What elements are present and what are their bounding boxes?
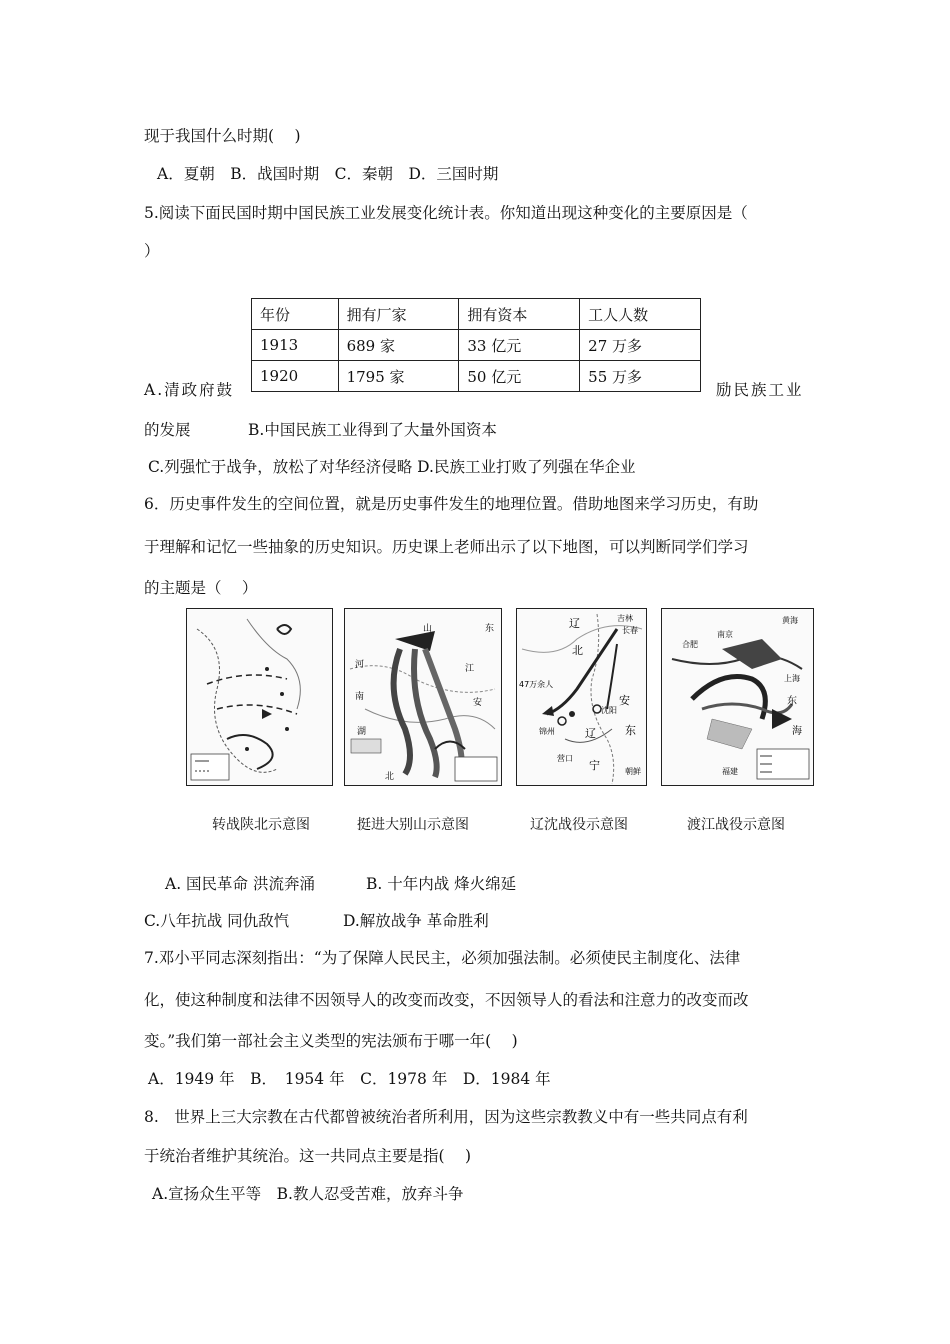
- table-header-row: [252, 299, 701, 330]
- map-label: 辽: [585, 727, 596, 740]
- table-cell: 33 亿元: [459, 330, 580, 361]
- q5-option-b: B.中国民族工业得到了大量外国资本: [248, 421, 497, 439]
- q5-option-a-left: A.清政府鼓: [144, 381, 235, 399]
- map-caption: 辽沈战役示意图: [530, 817, 628, 833]
- map-label: 锦州: [539, 727, 555, 736]
- map-liaoshen-campaign: [516, 608, 647, 786]
- map-label: 营口: [557, 754, 573, 763]
- table-row: [252, 330, 701, 361]
- map-label: 东: [485, 624, 495, 634]
- map-yangtze-crossing: [661, 608, 814, 786]
- table-header-cell: 拥有资本: [459, 299, 580, 330]
- table-cell: 689 家: [338, 330, 459, 361]
- q4-stem-tail: 现于我国什么时期( ): [144, 127, 301, 145]
- map-label: 朝鲜: [625, 767, 641, 776]
- q8-options: A.宣扬众生平等 B.教人忍受苦难，放弃斗争: [152, 1185, 464, 1203]
- q7-stem-line1: 7.邓小平同志深刻指出：“为了保障人民民主，必须加强法制。必须使民主制度化、法律: [144, 949, 741, 967]
- map-label: 福建: [722, 767, 738, 776]
- q7-stem-line3: 变。”我们第一部社会主义类型的宪法颁布于哪一年( ): [144, 1032, 518, 1050]
- q5-option-a-tail: 的发展: [144, 421, 191, 439]
- industry-stats-table: [251, 298, 701, 392]
- map-label: 安: [473, 698, 483, 708]
- map-label: 47万余人: [519, 680, 554, 689]
- map-label: 吉林: [617, 614, 633, 623]
- map-label: 长春: [622, 626, 638, 635]
- table-header-cell: 工人人数: [580, 299, 701, 330]
- map-label: 东: [787, 696, 797, 707]
- q6-option-b: B. 十年内战 烽火绵延: [366, 875, 517, 893]
- q6-stem-line2: 于理解和记忆一些抽象的历史知识。历史课上老师出示了以下地图，可以判断同学们学习: [144, 538, 749, 556]
- q5-stem-line1: 5.阅读下面民国时期中国民族工业发展变化统计表。你知道出现这种变化的主要原因是（: [144, 204, 748, 222]
- map-label: 上海: [784, 674, 800, 683]
- map-label: 辽: [569, 617, 580, 630]
- map-label: 黄海: [782, 616, 798, 625]
- q7-stem-line2: 化，使这种制度和法律不因领导人的改变而改变，不因领导人的看法和注意力的改变而改: [144, 991, 749, 1009]
- map-label: 合肥: [682, 640, 698, 649]
- map-label: 北: [385, 772, 395, 782]
- q5-option-a-right: 励民族工业: [716, 381, 804, 399]
- q4-options: A．夏朝 B．战国时期 C．秦朝 D．三国时期: [157, 165, 499, 183]
- table-row: [252, 361, 701, 392]
- table-cell: 50 亿元: [459, 361, 580, 392]
- map-label: 河: [355, 660, 365, 670]
- map-northern-shaanxi: [186, 608, 333, 786]
- map-label: 山: [423, 624, 433, 634]
- map-label: 东: [625, 724, 636, 737]
- table-cell: 55 万多: [580, 361, 701, 392]
- map-label: 海: [792, 726, 802, 737]
- map-label: 湖: [357, 727, 367, 737]
- map-label: 宁: [589, 759, 600, 772]
- map-caption: 渡江战役示意图: [687, 817, 785, 833]
- map-caption: 转战陕北示意图: [212, 817, 310, 833]
- q5-stem-line2: ）: [144, 242, 160, 260]
- q6-stem-line3: 的主题是（ ）: [144, 579, 258, 597]
- map-label: 沈阳: [601, 706, 617, 715]
- q8-stem-line1: 8. 世界上三大宗教在古代都曾被统治者所利用，因为这些宗教教义中有一些共同点有利: [144, 1108, 748, 1126]
- map-dabie-mountains: [344, 608, 502, 786]
- table-cell: 1795 家: [338, 361, 459, 392]
- q8-stem-line2: 于统治者维护其统治。这一共同点主要是指( ): [144, 1147, 472, 1165]
- map-label: 安: [619, 694, 630, 707]
- map-label: 南: [355, 692, 365, 702]
- q6-stem-line1: 6．历史事件发生的空间位置，就是历史事件发生的地理位置。借助地图来学习历史，有助: [144, 495, 759, 513]
- map-caption: 挺进大别山示意图: [357, 817, 469, 833]
- q7-options: A．1949 年 B． 1954 年 C．1978 年 D．1984 年: [148, 1070, 551, 1088]
- table-cell: 1913: [252, 330, 339, 361]
- q6-option-a: A. 国民革命 洪流奔涌: [165, 875, 315, 893]
- table-header-cell: 年份: [252, 299, 339, 330]
- q6-option-d: D.解放战争 革命胜利: [343, 912, 489, 930]
- table-header-cell: 拥有厂家: [338, 299, 459, 330]
- table-cell: 27 万多: [580, 330, 701, 361]
- map-label: 北: [572, 644, 583, 657]
- q6-option-c: C.八年抗战 同仇敌忾: [144, 912, 290, 930]
- q5-option-cd: C.列强忙于战争，放松了对华经济侵略 D.民族工业打败了列强在华企业: [148, 458, 636, 476]
- map-label: 南京: [717, 630, 733, 639]
- map-label: 江: [465, 664, 475, 674]
- table-cell: 1920: [252, 361, 339, 392]
